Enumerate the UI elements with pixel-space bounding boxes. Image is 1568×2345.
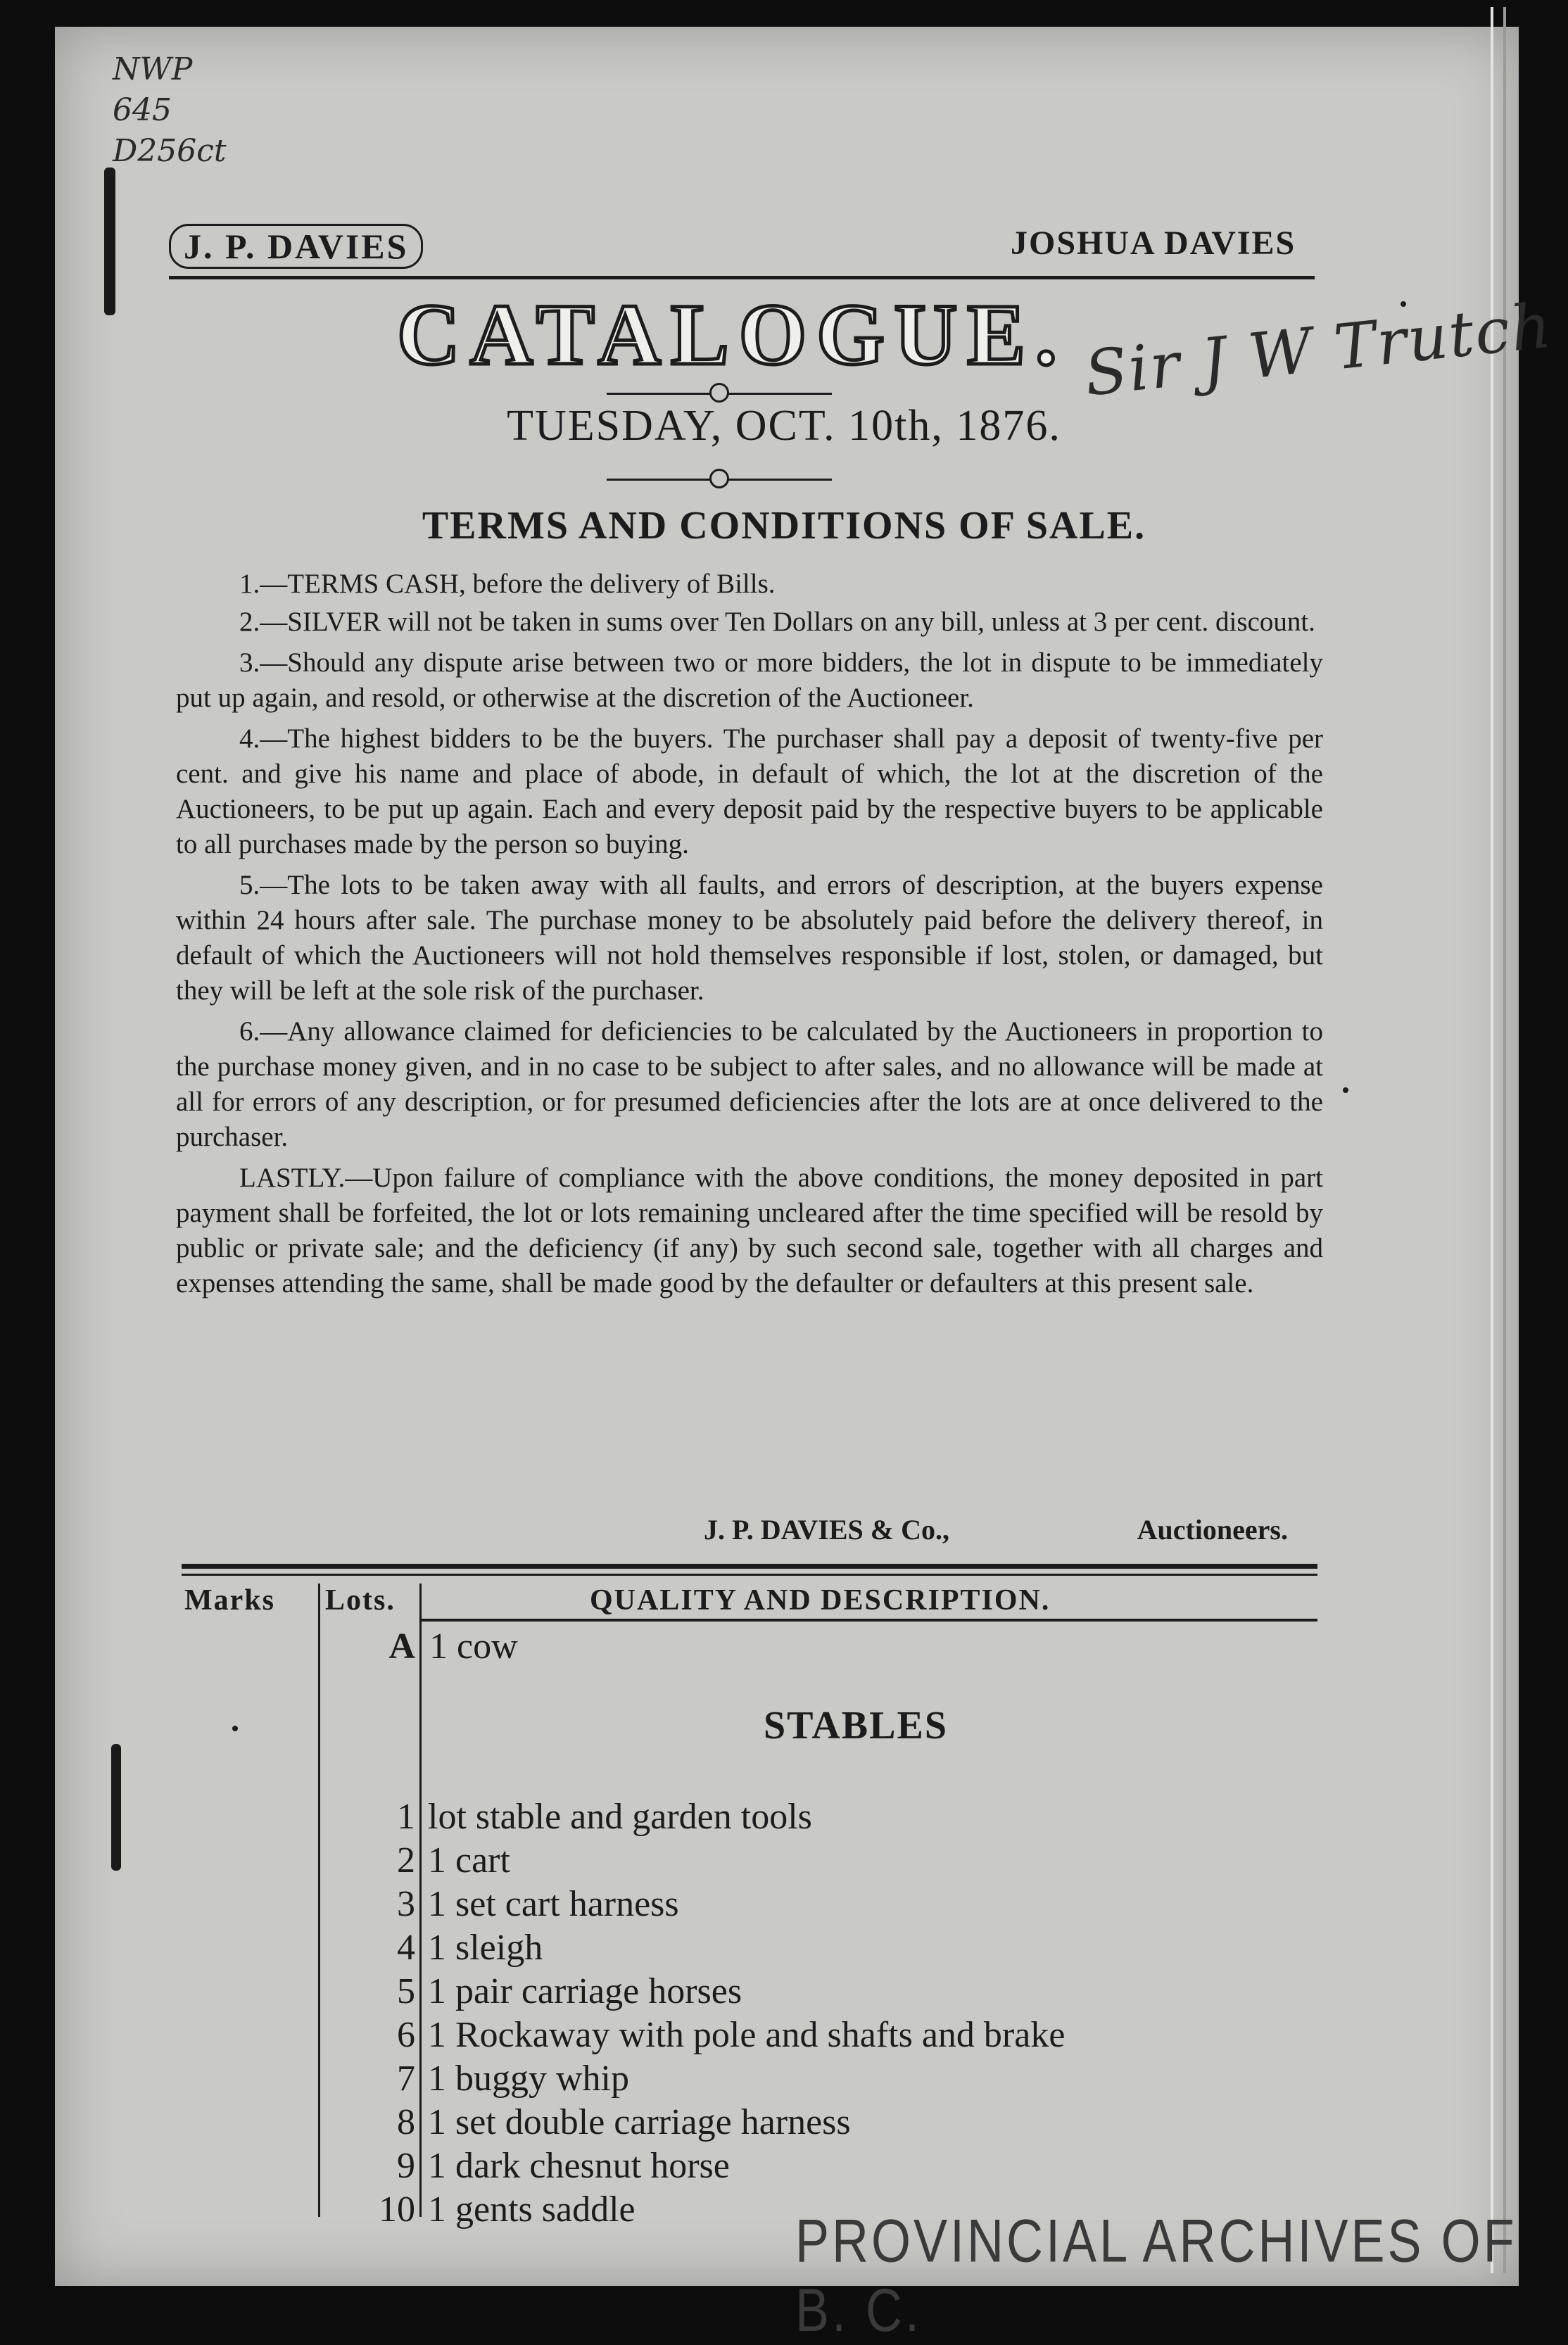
lot-description: 1 sleigh — [428, 1928, 543, 1968]
binding-mark — [111, 1744, 121, 1871]
column-divider — [318, 1584, 320, 2217]
lot-description: lot stable and garden tools — [428, 1797, 812, 1837]
lot-description: 1 set double carriage harness — [428, 2102, 851, 2142]
lot-description: 1 set cart harness — [428, 1884, 679, 1924]
table-top-rule — [182, 1564, 1317, 1569]
lot-description: 1 cart — [428, 1840, 510, 1881]
lot-number: 6 — [397, 2015, 415, 2055]
binding-mark — [104, 168, 115, 315]
ornament-divider — [607, 393, 832, 395]
catalogue-title: CATALOGUE. — [397, 286, 1067, 383]
handwritten-recipient-note: Sir J W Trutch — [1081, 289, 1556, 410]
table-top-rule — [182, 1574, 1317, 1576]
auctioneer-role: Auctioneers. — [1137, 1514, 1288, 1546]
speck — [1343, 1087, 1348, 1093]
terms-list — [176, 567, 1323, 1307]
lot-number: 3 — [397, 1884, 415, 1924]
archive-reference-note: NWP 645 D256ct — [113, 51, 227, 169]
lot-number: A — [388, 1626, 415, 1667]
lot-description: 1 pair carriage horses — [428, 1971, 742, 2011]
terms-heading: TERMS AND CONDITIONS OF SALE. — [422, 504, 1146, 548]
auctioneer-firm: J. P. DAVIES & Co., — [704, 1514, 949, 1546]
term-1: 1.—TERMS CASH, before the delivery of Bills. — [239, 569, 776, 599]
lot-description: 1 buggy whip — [428, 2059, 629, 2099]
column-header-description: QUALITY AND DESCRIPTION. — [590, 1584, 1051, 1617]
lot-description: 1 gents saddle — [428, 2189, 636, 2230]
header-rule — [169, 276, 1315, 279]
lot-number: 2 — [397, 1840, 415, 1881]
ornament-divider — [607, 479, 832, 481]
term-lastly: LASTLY.—Upon failure of compliance with the above conditions, the money deposited in part payment shall be forfeited, the lot or lots remaining uncleared after the time specified will be resold by public or private sale; and the deficiency (if any) by such second sale, together with all charges and expenses attending the same, shall be made good by the defaulter or defaulters at this present sale. — [176, 1163, 1323, 1298]
term-4: 4.—The highest bidders to be the buyers. The purchaser shall pay a deposit of twenty-five per cent. and give his name and place of abode, in default of which, the lot at the discretion of the Auctioneers, to be put up again. Each and every deposit paid by the respective buyers to be applicable to all purchases made by the person so buying. — [176, 723, 1323, 859]
column-divider — [419, 1584, 422, 2217]
lot-number: 8 — [397, 2102, 415, 2142]
lot-number: 5 — [397, 1971, 415, 2011]
header-left-name: J. P. DAVIES — [169, 224, 423, 269]
lot-number: 10 — [379, 2189, 415, 2230]
auctioneer-signature — [704, 1513, 1288, 1546]
lot-description: 1 dark chesnut horse — [428, 2146, 730, 2186]
term-6: 6.—Any allowance claimed for deficiencies to be calculated by the Auctioneers in proportion to the purchase money given, and in no case to be subject to after sales, and no allowance will be made at all for errors of any description, or for presumed deficiencies after the lots are at once delivered to the purchaser. — [176, 1016, 1323, 1152]
term-5: 5.—The lots to be taken away with all faults, and errors of description, at the buyers expense within 24 hours after sale. The purchase money to be absolutely paid before the delivery thereof, in default of which the Auctioneers will not hold themselves responsible if lost, stolen, or damaged, but they will be left at the sole risk of the purchaser. — [176, 870, 1323, 1006]
header-right-name: JOSHUA DAVIES — [1011, 225, 1296, 262]
lot-description: 1 cow — [429, 1626, 518, 1667]
column-header-lots: Lots. — [325, 1584, 396, 1617]
lot-number: 7 — [397, 2059, 415, 2099]
archive-stamp: PROVINCIAL ARCHIVES OF B. C. — [795, 2207, 1517, 2345]
column-header-marks: Marks — [184, 1584, 275, 1617]
term-2: 2.—SILVER will not be taken in sums over Ten Dollars on any bill, unless at 3 per cent. discount. — [239, 607, 1315, 637]
section-heading-stables: STABLES — [764, 1704, 948, 1747]
sale-date: TUESDAY, OCT. 10th, 1876. — [507, 402, 1061, 450]
lot-description: 1 Rockaway with pole and shafts and brake — [428, 2015, 1066, 2055]
lot-number: 9 — [397, 2146, 415, 2186]
lot-number: 1 — [397, 1797, 415, 1837]
header-underline — [419, 1619, 1317, 1622]
term-3: 3.—Should any dispute arise between two or more bidders, the lot in dispute to be immediately put up again, and resold, or otherwise at the discretion of the Auctioneer. — [176, 647, 1323, 713]
speck — [232, 1726, 238, 1731]
lot-number: 4 — [397, 1928, 415, 1968]
